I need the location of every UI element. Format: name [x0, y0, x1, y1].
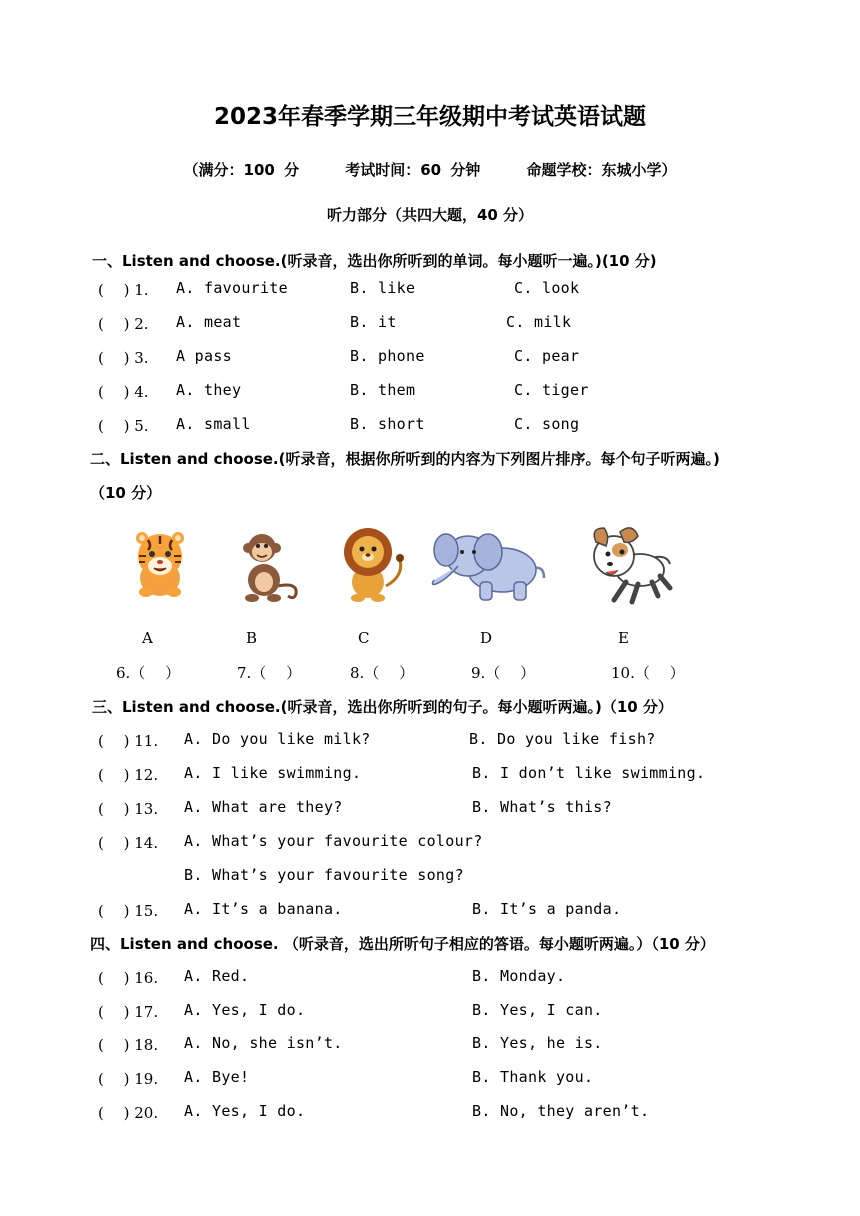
q13-number: ( ) 13. [98, 800, 159, 818]
school-info: 命题学校：东城小学） [526, 161, 677, 179]
q15-option-b: B. It’s a panda. [472, 900, 622, 918]
q16-option-a: A. Red. [184, 967, 250, 985]
q1-option-b: B. like [350, 279, 416, 297]
q1-option-c: C. look [514, 279, 580, 297]
section4-heading: 四、Listen and choose. （听录音，选出所听句子相应的答语。每小题听两遍。）（10 分） [90, 935, 715, 953]
q14-option-a: A. What’s your favourite colour? [184, 832, 483, 850]
q14-number: ( ) 14. [98, 834, 159, 852]
q11-option-b: B. Do you like fish? [469, 730, 656, 748]
section2-heading-score: （10 分） [90, 484, 162, 502]
q16-option-b: B. Monday. [472, 967, 566, 985]
q13-option-b: B. What’s this? [472, 798, 612, 816]
q12-number: ( ) 12. [98, 766, 159, 784]
q18-option-b: B. Yes, he is. [472, 1034, 603, 1052]
q4-option-b: B. them [350, 381, 416, 399]
q13-option-a: A. What are they? [184, 798, 343, 816]
picture-c-label: C [358, 629, 370, 647]
picture-a-label: A [142, 629, 153, 647]
q20-option-a: A. Yes, I do. [184, 1102, 306, 1120]
q19-option-a: A. Bye! [184, 1068, 250, 1086]
listening-header: 听力部分（共四大题，40 分） [326, 206, 534, 224]
q1-number: ( ) 1. [98, 281, 149, 299]
blank-7[interactable]: 7.（ ） [237, 664, 302, 682]
q1-option-a: A. favourite [176, 279, 288, 297]
q18-number: ( ) 18. [98, 1036, 159, 1054]
elephant-picture [430, 528, 548, 604]
picture-e-label: E [618, 629, 629, 647]
q18-option-a: A. No, she isn’t. [184, 1034, 343, 1052]
q3-option-b: B. phone [350, 347, 425, 365]
q2-option-a: A. meat [176, 313, 242, 331]
blank-9[interactable]: 9.（ ） [471, 664, 536, 682]
q20-option-b: B. No, they aren’t. [472, 1102, 650, 1120]
q12-option-b: B. I don’t like swimming. [472, 764, 706, 782]
blank-10[interactable]: 10.（ ） [611, 664, 685, 682]
lion-picture [336, 524, 408, 604]
q16-number: ( ) 16. [98, 969, 159, 987]
q11-option-a: A. Do you like milk? [184, 730, 371, 748]
q12-option-a: A. I like swimming. [184, 764, 362, 782]
q3-option-a: A pass [176, 347, 232, 365]
section2-heading: 二、Listen and choose.(听录音，根据你所听到的内容为下列图片排序。每个句子听两遍。) [90, 450, 720, 468]
q3-option-c: C. pear [514, 347, 580, 365]
q14-option-b: B. What’s your favourite song? [184, 866, 464, 884]
q17-number: ( ) 17. [98, 1003, 159, 1021]
section3-heading: 三、Listen and choose.(听录音，选出你所听到的句子。每小题听两遍。)（10 分） [92, 698, 673, 716]
q17-option-b: B. Yes, I can. [472, 1001, 603, 1019]
q15-option-a: A. It’s a banana. [184, 900, 343, 918]
blank-6[interactable]: 6.（ ） [116, 664, 181, 682]
section1-heading: 一、Listen and choose.(听录音，选出你所听到的单词。每小题听一遍。)(10 分) [92, 252, 657, 270]
exam-info [0, 159, 860, 180]
q17-option-a: A. Yes, I do. [184, 1001, 306, 1019]
tiger-picture [122, 526, 198, 602]
q2-option-c: C. milk [506, 313, 572, 331]
picture-d-label: D [480, 629, 493, 647]
q4-option-a: A. they [176, 381, 242, 399]
q19-number: ( ) 19. [98, 1070, 159, 1088]
dog-picture [586, 522, 674, 608]
time-info: 考试时间：60 分钟 [345, 161, 481, 179]
page-title: 2023年春季学期三年级期中考试英语试题 [213, 104, 646, 130]
q4-number: ( ) 4. [98, 383, 149, 401]
q11-number: ( ) 11. [98, 732, 159, 750]
monkey-picture [238, 528, 302, 602]
q5-option-c: C. song [514, 415, 580, 433]
q15-number: ( ) 15. [98, 902, 159, 920]
q3-number: ( ) 3. [98, 349, 149, 367]
q2-option-b: B. it [350, 313, 397, 331]
q5-option-b: B. short [350, 415, 425, 433]
q20-number: ( ) 20. [98, 1104, 159, 1122]
q4-option-c: C. tiger [514, 381, 589, 399]
q2-number: ( ) 2. [98, 315, 149, 333]
q5-option-a: A. small [176, 415, 251, 433]
blank-8[interactable]: 8.（ ） [350, 664, 415, 682]
q19-option-b: B. Thank you. [472, 1068, 594, 1086]
q5-number: ( ) 5. [98, 417, 149, 435]
picture-b-label: B [246, 629, 258, 647]
score-info: （满分：100 分 [183, 161, 300, 179]
